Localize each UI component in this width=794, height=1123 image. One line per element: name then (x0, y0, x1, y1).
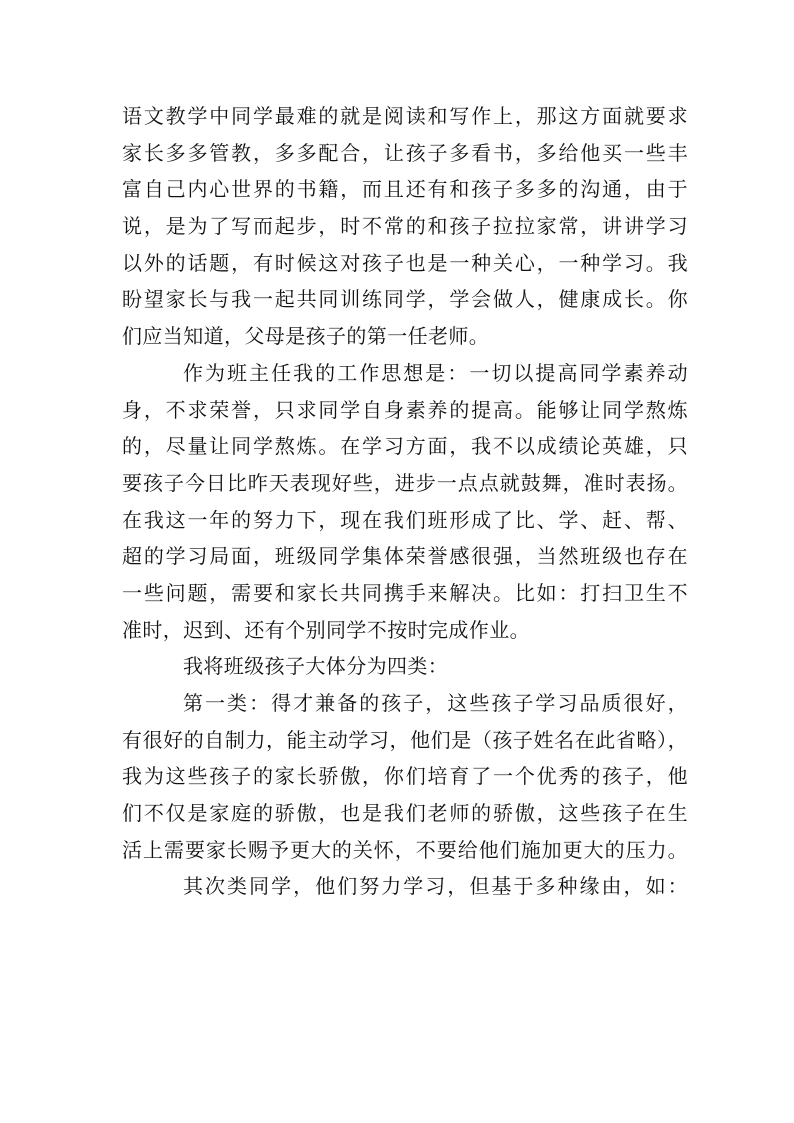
text-line: 我将班级孩子大体分为四类： (183, 654, 449, 679)
text-line: 说，是为了写而起步，时不常的和孩子拉拉家常，讲讲学习 (122, 214, 688, 239)
text-line: 们应当知道，父母是孩子的第一任老师。 (122, 324, 490, 349)
text-line: 在我这一年的努力下，现在我们班形成了比、学、赶、帮、 (122, 507, 688, 532)
text-line: 要孩子今日比昨天表现好些，进步一点点就鼓舞，准时表扬。 (122, 470, 688, 495)
text-line: 们不仅是家庭的骄傲，也是我们老师的骄傲，这些孩子在生 (122, 801, 688, 826)
text-line: 富自己内心世界的书籍，而且还有和孩子多多的沟通，由于 (122, 177, 688, 202)
text-line: 身，不求荣誉，只求同学自身素养的提高。能够让同学熬炼 (122, 397, 688, 422)
text-line: 我为这些孩子的家长骄傲，你们培育了一个优秀的孩子，他 (122, 764, 688, 789)
text-line: 的，尽量让同学熬炼。在学习方面，我不以成绩论英雄，只 (122, 434, 688, 459)
text-line: 盼望家长与我一起共同训练同学，学会做人，健康成长。你 (122, 287, 688, 312)
text-line: 第一类：得才兼备的孩子，这些孩子学习品质很好， (183, 691, 688, 715)
text-line: 超的学习局面，班级同学集体荣誉感很强，当然班级也存在 (122, 544, 688, 569)
body-text (122, 98, 688, 905)
text-line: 一些问题，需要和家长共同携手来解决。比如：打扫卫生不 (122, 580, 688, 605)
text-line: 有很好的自制力，能主动学习，他们是（孩子姓名在此省略）， (122, 727, 688, 752)
text-line: 作为班主任我的工作思想是：一切以提高同学素养动 (183, 360, 688, 385)
text-line: 语文教学中同学最难的就是阅读和写作上，那这方面就要求 (122, 104, 688, 128)
text-line: 以外的话题，有时候这对孩子也是一种关心，一种学习。我 (122, 250, 688, 275)
text-line: 活上需要家长赐予更大的关怀，不要给他们施加更大的压力。 (122, 837, 688, 862)
text-line: 准时，迟到、还有个别同学不按时完成作业。 (122, 617, 530, 642)
text-line: 家长多多管教，多多配合，让孩子多看书，多给他买一些丰 (122, 140, 688, 165)
text-line: 其次类同学，他们努力学习，但基于多种缘由，如： (183, 874, 688, 899)
